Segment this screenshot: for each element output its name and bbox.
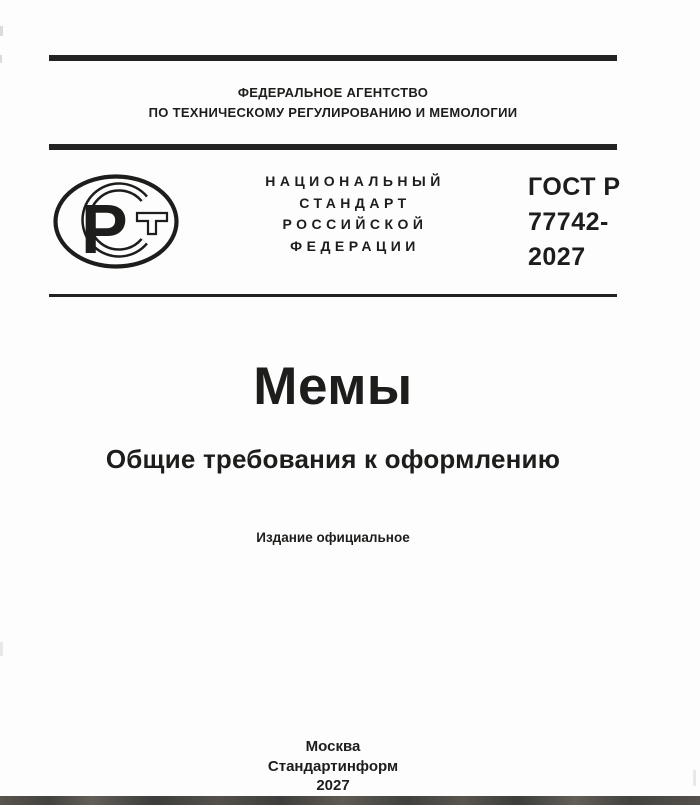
agency-line-1: ФЕДЕРАЛЬНОЕ АГЕНТСТВО bbox=[237, 85, 429, 100]
scan-noise-speck bbox=[0, 642, 3, 656]
standard-label-line: ФЕДЕРАЦИИ bbox=[290, 237, 420, 254]
horizontal-rule-thin bbox=[49, 294, 617, 297]
document-title: Мемы bbox=[253, 357, 413, 416]
gost-designation-line: 2027 bbox=[528, 243, 586, 271]
scan-edge-artifact bbox=[0, 796, 700, 805]
gost-designation-line: ГОСТ Р bbox=[528, 173, 621, 201]
imprint-publisher: Стандартинформ bbox=[267, 757, 399, 775]
scan-noise-speck bbox=[0, 55, 2, 63]
national-standard-label bbox=[190, 171, 520, 257]
horizontal-rule-top bbox=[49, 55, 617, 61]
imprint-year: 2027 bbox=[316, 777, 350, 794]
document-subtitle: Общие требования к оформлению bbox=[105, 444, 561, 474]
gost-designation-line: 77742- bbox=[528, 208, 609, 236]
imprint-block bbox=[49, 737, 617, 796]
standard-label-line: РОССИЙСКОЙ bbox=[282, 216, 428, 232]
rosstandart-rst-logo-icon bbox=[52, 172, 180, 271]
agency-line-2: ПО ТЕХНИЧЕСКОМУ РЕГУЛИРОВАНИЮ И МЕМОЛОГИИ bbox=[148, 105, 518, 120]
svg-text:Р: Р bbox=[81, 190, 128, 268]
standard-label-line: НАЦИОНАЛЬНЫЙ bbox=[265, 173, 445, 189]
standard-label-line: СТАНДАРТ bbox=[299, 194, 411, 211]
agency-header bbox=[49, 83, 617, 123]
gost-designation bbox=[528, 170, 648, 275]
edition-note: Издание официальное bbox=[256, 530, 410, 545]
scan-noise-speck bbox=[693, 770, 696, 786]
imprint-city: Москва bbox=[305, 738, 361, 755]
scan-noise-speck bbox=[0, 26, 3, 36]
horizontal-rule-middle bbox=[49, 144, 617, 150]
